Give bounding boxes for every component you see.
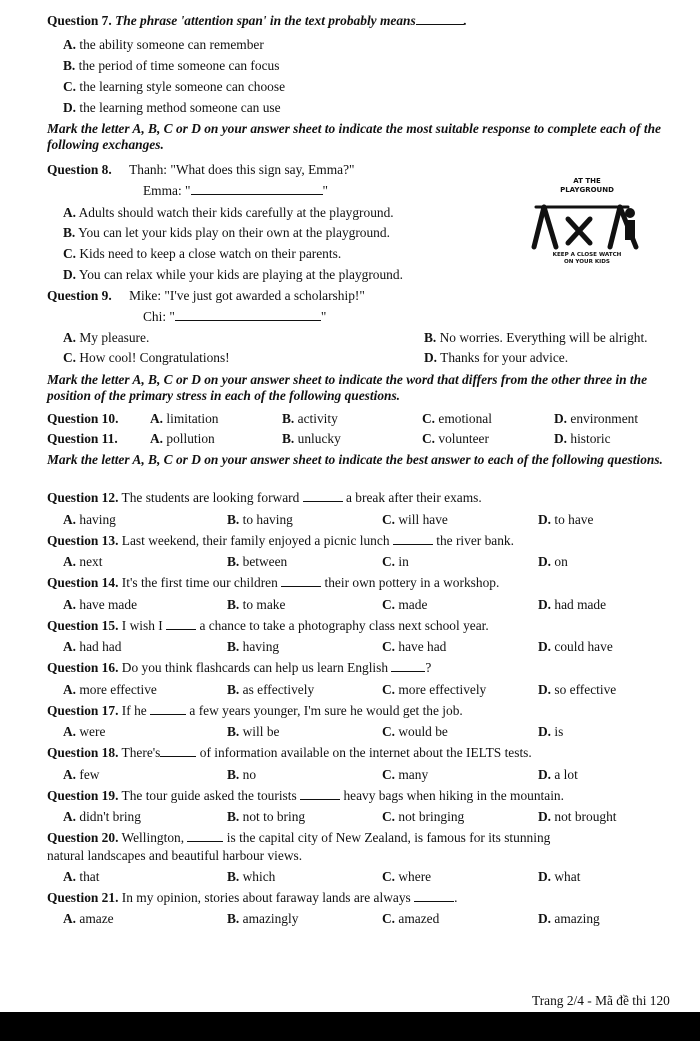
- option-letter: C.: [382, 639, 396, 654]
- option-letter: A.: [63, 809, 77, 824]
- option-letter: B.: [227, 682, 240, 697]
- option-text: that: [79, 869, 100, 884]
- stem-pre: It's the first time our children: [121, 575, 278, 590]
- option-letter: A.: [63, 205, 77, 220]
- question-label: Question 19.: [47, 788, 119, 803]
- stem-post: of information available on the internet about the IELTS tests.: [199, 745, 532, 760]
- sign-bottom-line1: KEEP A CLOSE WATCH: [552, 252, 622, 258]
- sign-top-line2: PLAYGROUND: [560, 186, 614, 194]
- option-text: what: [554, 869, 581, 884]
- option-text: amazed: [398, 911, 440, 926]
- option-text: to have: [554, 512, 594, 527]
- answer-blank: [150, 703, 186, 715]
- dialogue-quote: ": [320, 309, 327, 324]
- option-text: were: [79, 724, 106, 739]
- option-text: environment: [570, 411, 639, 426]
- option-text: historic: [570, 431, 611, 446]
- option-letter: D.: [538, 512, 552, 527]
- q11-label: Question 11.: [47, 431, 118, 446]
- dialogue-line: Thanh: "What does this sign say, Emma?": [129, 162, 355, 177]
- q19-stem: [47, 788, 564, 804]
- q13-option-a[interactable]: [63, 554, 102, 570]
- child-head-icon: [625, 208, 635, 218]
- dialogue-quote: ": [322, 183, 328, 198]
- question-stem: The phrase 'attention span' in the text probably means: [115, 13, 416, 28]
- option-letter: B.: [227, 597, 240, 612]
- option-letter: B.: [227, 512, 240, 527]
- option-letter: D.: [424, 350, 438, 365]
- option-letter: C.: [382, 682, 396, 697]
- q18-option-d[interactable]: [538, 767, 578, 783]
- option-text: made: [398, 597, 428, 612]
- option-text: is: [554, 724, 564, 739]
- question-label: Question 15.: [47, 618, 119, 633]
- q9-line2: [143, 309, 326, 325]
- option-letter: A.: [63, 597, 77, 612]
- option-letter: D.: [538, 809, 552, 824]
- q10-option-d[interactable]: [554, 411, 638, 427]
- playground-sign-image: [528, 173, 646, 265]
- option-letter: B.: [227, 911, 240, 926]
- option-letter: D.: [538, 911, 552, 926]
- option-text: not brought: [554, 809, 617, 824]
- q17-stem: [47, 703, 463, 719]
- option-text: more effectively: [398, 682, 487, 697]
- option-letter: D.: [538, 869, 552, 884]
- q12-option-d[interactable]: [538, 512, 593, 528]
- stem-post: heavy bags when hiking in the mountain.: [343, 788, 564, 803]
- dialogue-line: Mike: "I've just got awarded a scholarship!": [129, 288, 365, 303]
- q13-stem: [47, 533, 514, 549]
- option-letter: B.: [227, 639, 240, 654]
- option-text: unlucky: [297, 431, 341, 446]
- q10-option-a[interactable]: [150, 411, 218, 427]
- q13-option-d[interactable]: [538, 554, 568, 570]
- question-label: Question 16.: [47, 660, 119, 675]
- q7-option-a[interactable]: [63, 37, 264, 53]
- answer-blank: [175, 309, 321, 321]
- option-text: amazing: [554, 911, 600, 926]
- option-text: had had: [79, 639, 122, 654]
- q8-line1: [47, 162, 354, 178]
- punct: .: [463, 13, 468, 28]
- option-letter: B.: [227, 554, 240, 569]
- q19-option-d[interactable]: [538, 809, 617, 825]
- stem-post: the river bank.: [436, 533, 514, 548]
- option-letter: A.: [150, 431, 164, 446]
- answer-blank: [191, 183, 323, 195]
- option-text: which: [242, 869, 276, 884]
- q11-option-a[interactable]: [150, 431, 215, 447]
- option-letter: D.: [63, 100, 77, 115]
- q16-option-b[interactable]: [227, 682, 314, 698]
- q7-option-c[interactable]: [63, 79, 285, 95]
- q12-option-a[interactable]: [63, 512, 116, 528]
- option-letter: D.: [63, 267, 77, 282]
- q12-option-b[interactable]: [227, 512, 293, 528]
- option-letter: B.: [424, 330, 437, 345]
- option-letter: A.: [63, 682, 77, 697]
- sign-top-line1: AT THE: [573, 177, 601, 185]
- option-text: No worries. Everything will be alright.: [439, 330, 648, 345]
- option-text: My pleasure.: [79, 330, 150, 345]
- q16-stem: [47, 660, 431, 676]
- option-text: to having: [242, 512, 293, 527]
- option-text: as effectively: [242, 682, 315, 697]
- q14-option-a[interactable]: [63, 597, 137, 613]
- sign-bottom-line2: ON YOUR KIDS: [564, 259, 610, 265]
- option-letter: C.: [382, 597, 396, 612]
- dialogue-speaker: Chi: ": [143, 309, 175, 324]
- question-label: Question 8.: [47, 162, 112, 177]
- option-text: a lot: [554, 767, 578, 782]
- option-text: amaze: [79, 911, 114, 926]
- answer-blank: [416, 13, 464, 25]
- q7-stem-line: [47, 13, 467, 29]
- q12-stem: [47, 490, 482, 506]
- q16-option-a[interactable]: [63, 682, 157, 698]
- option-text: to make: [242, 597, 286, 612]
- q8-line2: [143, 183, 328, 199]
- option-text: no: [242, 767, 257, 782]
- answer-blank: [166, 618, 196, 630]
- q17-option-b[interactable]: [227, 724, 279, 740]
- q11-option-b[interactable]: [282, 431, 341, 447]
- q10-option-b[interactable]: [282, 411, 338, 427]
- stem-post: .: [454, 890, 458, 905]
- option-letter: A.: [63, 330, 77, 345]
- stem-pre: In my opinion, stories about faraway lands are always: [121, 890, 411, 905]
- option-letter: C.: [422, 431, 436, 446]
- q20-stem: [47, 830, 550, 846]
- option-text: the learning style someone can choose: [79, 79, 286, 94]
- option-letter: A.: [63, 554, 77, 569]
- option-text: Thanks for your advice.: [440, 350, 569, 365]
- option-text: so effective: [554, 682, 617, 697]
- option-letter: C.: [63, 246, 77, 261]
- option-letter: D.: [554, 431, 568, 446]
- q13-option-b[interactable]: [227, 554, 287, 570]
- q20-option-c[interactable]: [382, 869, 431, 885]
- q15-option-d[interactable]: [538, 639, 613, 655]
- option-letter: C.: [382, 869, 396, 884]
- stem-post: a chance to take a photography class next school year.: [199, 618, 489, 633]
- option-text: having: [242, 639, 280, 654]
- bottom-black-bar: [0, 1012, 700, 1041]
- option-text: on: [554, 554, 568, 569]
- stem-pre: Last weekend, their family enjoyed a picnic lunch: [121, 533, 390, 548]
- stem-pre: I wish I: [121, 618, 163, 633]
- option-text: have made: [79, 597, 138, 612]
- adult-child-icon: [534, 207, 636, 247]
- question-label: Question 9.: [47, 288, 112, 303]
- stem-pre: Do you think flashcards can help us learn English: [121, 660, 389, 675]
- q20-option-d[interactable]: [538, 869, 580, 885]
- q21-option-c[interactable]: [382, 911, 439, 927]
- option-text: where: [398, 869, 432, 884]
- question-label: Question 21.: [47, 890, 119, 905]
- question-label: Question 18.: [47, 745, 119, 760]
- q20-option-a[interactable]: [63, 869, 99, 885]
- q20-option-b[interactable]: [227, 869, 275, 885]
- option-letter: D.: [538, 767, 552, 782]
- question-label: Question 17.: [47, 703, 119, 718]
- question-label: Question 12.: [47, 490, 119, 505]
- instruction-best-answer: Mark the letter A, B, C or D on your answer sheet to indicate the best answer to each of the following questions.: [47, 452, 663, 467]
- option-text: had made: [554, 597, 607, 612]
- option-text: many: [398, 767, 429, 782]
- q8-option-a[interactable]: [63, 205, 394, 221]
- option-letter: C.: [382, 911, 396, 926]
- q11-option-d[interactable]: [554, 431, 611, 447]
- option-text: How cool! Congratulations!: [79, 350, 230, 365]
- child-body-icon: [625, 220, 635, 240]
- stem-post: a few years younger, I'm sure he would get the job.: [189, 703, 463, 718]
- option-letter: B.: [227, 809, 240, 824]
- q8-option-b[interactable]: [63, 225, 390, 241]
- q10-option-c[interactable]: [422, 411, 492, 427]
- q19-option-a[interactable]: [63, 809, 141, 825]
- question-label: Question 7.: [47, 13, 112, 28]
- q12-option-c[interactable]: [382, 512, 448, 528]
- option-letter: C.: [422, 411, 436, 426]
- option-letter: C.: [382, 512, 396, 527]
- dialogue-speaker: Emma: ": [143, 183, 191, 198]
- q21-stem: [47, 890, 457, 906]
- option-text: pollution: [166, 431, 215, 446]
- q21-option-d[interactable]: [538, 911, 600, 927]
- option-letter: B.: [227, 724, 240, 739]
- stem-pre: If he: [121, 703, 147, 718]
- q13-option-c[interactable]: [382, 554, 409, 570]
- option-letter: D.: [538, 724, 552, 739]
- stem-pre: There's: [121, 745, 161, 760]
- option-letter: A.: [63, 37, 77, 52]
- q19-option-b[interactable]: [227, 809, 305, 825]
- option-text: have had: [398, 639, 447, 654]
- q10-label: Question 10.: [47, 411, 119, 426]
- q7-option-d[interactable]: [63, 100, 281, 116]
- q11-option-c[interactable]: [422, 431, 489, 447]
- option-letter: A.: [63, 767, 77, 782]
- option-text: few: [79, 767, 100, 782]
- q14-option-c[interactable]: [382, 597, 427, 613]
- q20-stem-line2: natural landscapes and beautiful harbour views.: [47, 848, 303, 863]
- option-letter: A.: [63, 911, 77, 926]
- q14-option-b[interactable]: [227, 597, 285, 613]
- question-label: Question 13.: [47, 533, 119, 548]
- option-text: volunteer: [438, 431, 489, 446]
- option-text: could have: [554, 639, 613, 654]
- q15-stem: [47, 618, 489, 634]
- q9-option-c[interactable]: [63, 350, 230, 366]
- answer-blank: [300, 788, 340, 800]
- answer-blank: [303, 490, 343, 502]
- option-text: not to bring: [242, 809, 306, 824]
- option-text: didn't bring: [79, 809, 141, 824]
- option-text: will have: [398, 512, 448, 527]
- option-letter: A.: [63, 724, 77, 739]
- option-text: more effective: [79, 682, 157, 697]
- q9-option-d[interactable]: [424, 350, 568, 366]
- option-text: activity: [297, 411, 338, 426]
- option-text: next: [79, 554, 103, 569]
- q14-option-d[interactable]: [538, 597, 606, 613]
- q15-option-b[interactable]: [227, 639, 279, 655]
- q15-option-a[interactable]: [63, 639, 121, 655]
- q9-line1: [47, 288, 365, 304]
- q15-option-c[interactable]: [382, 639, 446, 655]
- q19-option-c[interactable]: [382, 809, 464, 825]
- option-text: would be: [398, 724, 448, 739]
- option-text: between: [242, 554, 288, 569]
- q21-option-b[interactable]: [227, 911, 298, 927]
- option-text: will be: [242, 724, 280, 739]
- option-text: You can let your kids play on their own at the playground.: [78, 225, 390, 240]
- stem-pre: Wellington,: [121, 830, 185, 845]
- q18-option-b[interactable]: [227, 767, 256, 783]
- option-text: in: [398, 554, 409, 569]
- option-letter: C.: [382, 809, 396, 824]
- option-letter: B.: [282, 411, 295, 426]
- question-label: Question 20.: [47, 830, 119, 845]
- stem-post: a break after their exams.: [346, 490, 482, 505]
- option-letter: A.: [63, 512, 77, 527]
- option-text: not bringing: [398, 809, 465, 824]
- q21-option-a[interactable]: [63, 911, 114, 927]
- option-letter: B.: [227, 767, 240, 782]
- page-footer: Trang 2/4 - Mã đề thi 120: [532, 993, 670, 1008]
- option-text: the learning method someone can use: [79, 100, 281, 115]
- q17-option-d[interactable]: [538, 724, 563, 740]
- q18-option-c[interactable]: [382, 767, 428, 783]
- q17-option-a[interactable]: [63, 724, 105, 740]
- stem-post: their own pottery in a workshop.: [324, 575, 500, 590]
- option-text: the period of time someone can focus: [78, 58, 280, 73]
- stem-post: is the capital city of New Zealand, is famous for its stunning: [226, 830, 551, 845]
- stem-pre: The tour guide asked the tourists: [121, 788, 297, 803]
- q18-option-a[interactable]: [63, 767, 99, 783]
- q18-stem: [47, 745, 532, 761]
- option-text: You can relax while your kids are playing at the playground.: [78, 267, 403, 282]
- q8-option-c[interactable]: [63, 246, 341, 262]
- option-letter: D.: [554, 411, 568, 426]
- option-text: Kids need to keep a close watch on their parents.: [79, 246, 342, 261]
- option-letter: A.: [63, 869, 77, 884]
- option-letter: D.: [538, 597, 552, 612]
- answer-blank: [187, 830, 223, 842]
- answer-blank: [391, 660, 425, 672]
- option-letter: B.: [63, 58, 76, 73]
- q9-option-b[interactable]: [424, 330, 648, 346]
- option-letter: D.: [538, 639, 552, 654]
- option-letter: A.: [150, 411, 164, 426]
- instruction-stress: Mark the letter A, B, C or D on your answer sheet to indicate the word that differs from the other three in the position of the primary stress in each of the following questions.: [47, 372, 648, 403]
- option-text: Adults should watch their kids carefully at the playground.: [78, 205, 394, 220]
- stem-pre: The students are looking forward: [121, 490, 300, 505]
- q16-option-d[interactable]: [538, 682, 616, 698]
- option-text: emotional: [438, 411, 492, 426]
- answer-blank: [393, 533, 433, 545]
- option-text: the ability someone can remember: [79, 37, 264, 52]
- q7-option-b[interactable]: [63, 58, 279, 74]
- option-letter: B.: [63, 225, 76, 240]
- option-letter: D.: [538, 554, 552, 569]
- option-letter: D.: [538, 682, 552, 697]
- option-letter: A.: [63, 639, 77, 654]
- option-letter: C.: [63, 350, 77, 365]
- option-letter: B.: [282, 431, 295, 446]
- answer-blank: [160, 745, 196, 757]
- stem-post: ?: [425, 660, 432, 675]
- option-text: limitation: [166, 411, 219, 426]
- q16-option-c[interactable]: [382, 682, 486, 698]
- option-text: having: [79, 512, 116, 527]
- q8-option-d[interactable]: [63, 267, 403, 283]
- option-letter: C.: [382, 767, 396, 782]
- option-letter: C.: [382, 554, 396, 569]
- q14-stem: [47, 575, 499, 591]
- answer-blank: [281, 575, 321, 587]
- question-label: Question 14.: [47, 575, 119, 590]
- option-letter: C.: [63, 79, 77, 94]
- option-letter: B.: [227, 869, 240, 884]
- instruction-exchanges: Mark the letter A, B, C or D on your answer sheet to indicate the most suitable response to complete each of the following exchanges.: [47, 121, 661, 152]
- option-letter: C.: [382, 724, 396, 739]
- q9-option-a[interactable]: [63, 330, 149, 346]
- option-text: amazingly: [242, 911, 299, 926]
- answer-blank: [414, 890, 454, 902]
- q17-option-c[interactable]: [382, 724, 448, 740]
